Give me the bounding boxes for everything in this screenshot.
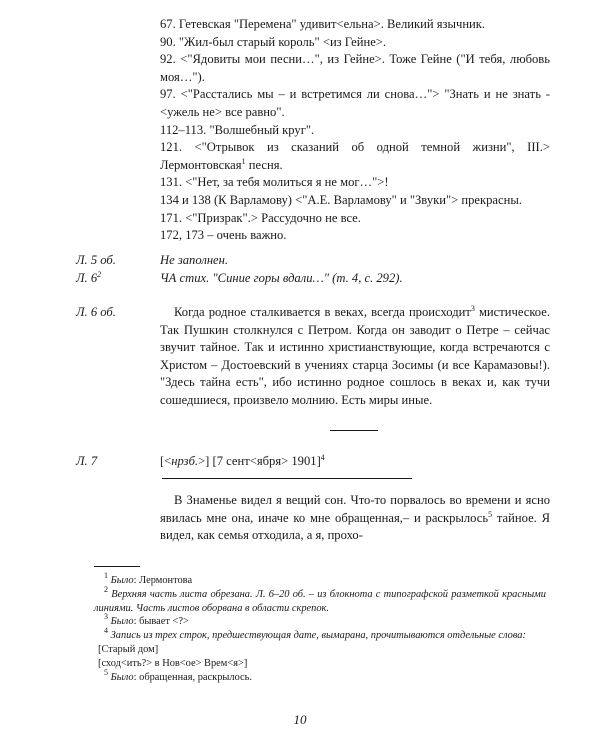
leaf-paragraph: Когда родное сталкивается в веках, всегда происходит$^3$ мистическое. Так Пушкин столкнулся с Петром. Когда он заводит о Петре – сейчас звучит тайное. Так и истинно христианствующие, когда встречаются с Христом – Достоевский в учениях старца Зосимы (и все Карамазовы!). "Здесь тайна есть", ибо истинно родное сошлось в веках и, как тучи сошедшиеся, произвело молнию. Есть миры иные. [160,304,550,407]
footnote: $^1$ Было: Лермонтова [104,571,193,586]
entry-90: 90. "Жил-был старый король" <из Гейне>. [160,34,387,49]
entry-67: 67. Гетевская "Перемена" удивит<ельна>. Великий язычник. [160,17,486,31]
footnote-line: [Старый дом] [98,643,159,655]
entry-92: 92. <"Ядовиты мои песни…", из Гейне>. Тоже Гейне ("И тебя, любовь моя…"). [160,52,550,84]
entry-171: 171. <"Призрак".> Рассудочно не все. [160,210,361,225]
footnote-line: [сход<ить?> в Нов<ое> Врем<я>] [98,657,248,669]
page-number: 10 [293,712,307,727]
illegible-mark: нрзб. [171,454,199,468]
leaf-label: Л. $6^2$ [76,270,102,285]
footnote: $^3$ Было: бывает <?> [104,612,189,628]
footnote-ref-1: 1 [241,156,246,166]
entry-97: 97. <"Расстались мы – и встретимся ли снова…"> "Знать и не знать - <ужель не> все равно". [160,87,550,119]
entries-list [160,16,550,245]
leaf-label: Л. 6 об. [76,305,116,319]
entry-131: 131. <"Нет, за тебя молиться я не мог…">! [160,175,389,190]
leaf-text: Не заполнен. [160,253,229,267]
section-divider [330,430,378,431]
dream-paragraph: В Знаменье видел я вещий сон. Что-то порвалось во времени и ясно явилась мне она, иначе ко мне обращенная,– и раскрылось$^5$ тайное. Я видел, как семья отходила, а я, прохо- [160,493,550,543]
footnote-ref-2: 2 [97,270,102,279]
leaf-label: Л. 5 об. [76,253,116,267]
entry-121: 121. <"Отрывок из сказаний об одной темной жизни", III.> Лермонтовская$^1$ песня. [160,140,550,172]
date-line: [<нрзб.>] [7 сент<ября> 1901]$^4$ [160,453,325,468]
entry-172-173: 172, 173 – очень важно. [160,228,287,243]
entry-112: 112–113. "Волшебный круг". [160,122,315,137]
footnotes [94,571,546,684]
leaf-text: ЧА стих. "Синие горы вдали…" (т. 4, с. 292). [160,271,403,285]
footnote-rule [94,566,140,567]
erased-lines-rule [162,478,412,479]
leaf-label: Л. 7 [76,454,98,468]
footnote: $^4$ Запись из трех строк, предшествующая дате, вымарана, прочитываются отдельные слова: [104,626,526,642]
footnote-ref-4: 4 [320,453,325,462]
footnote: $^2$ Верхняя часть листа обрезана. Л. 6–20 об. – из блокнота с типографской разметкой красными линиями. Часть листов оборвана в области скрепок. [94,584,546,614]
footnote-ref-5: 5 [488,509,493,519]
footnote-ref-3: 3 [470,304,475,313]
entry-134-138: 134 и 138 (К Варламову) <"А.Е. Варламову" и "Звуки"> прекрасны. [160,192,522,207]
footnote: $^5$ Было: обращенная, раскрылось. [104,667,252,683]
